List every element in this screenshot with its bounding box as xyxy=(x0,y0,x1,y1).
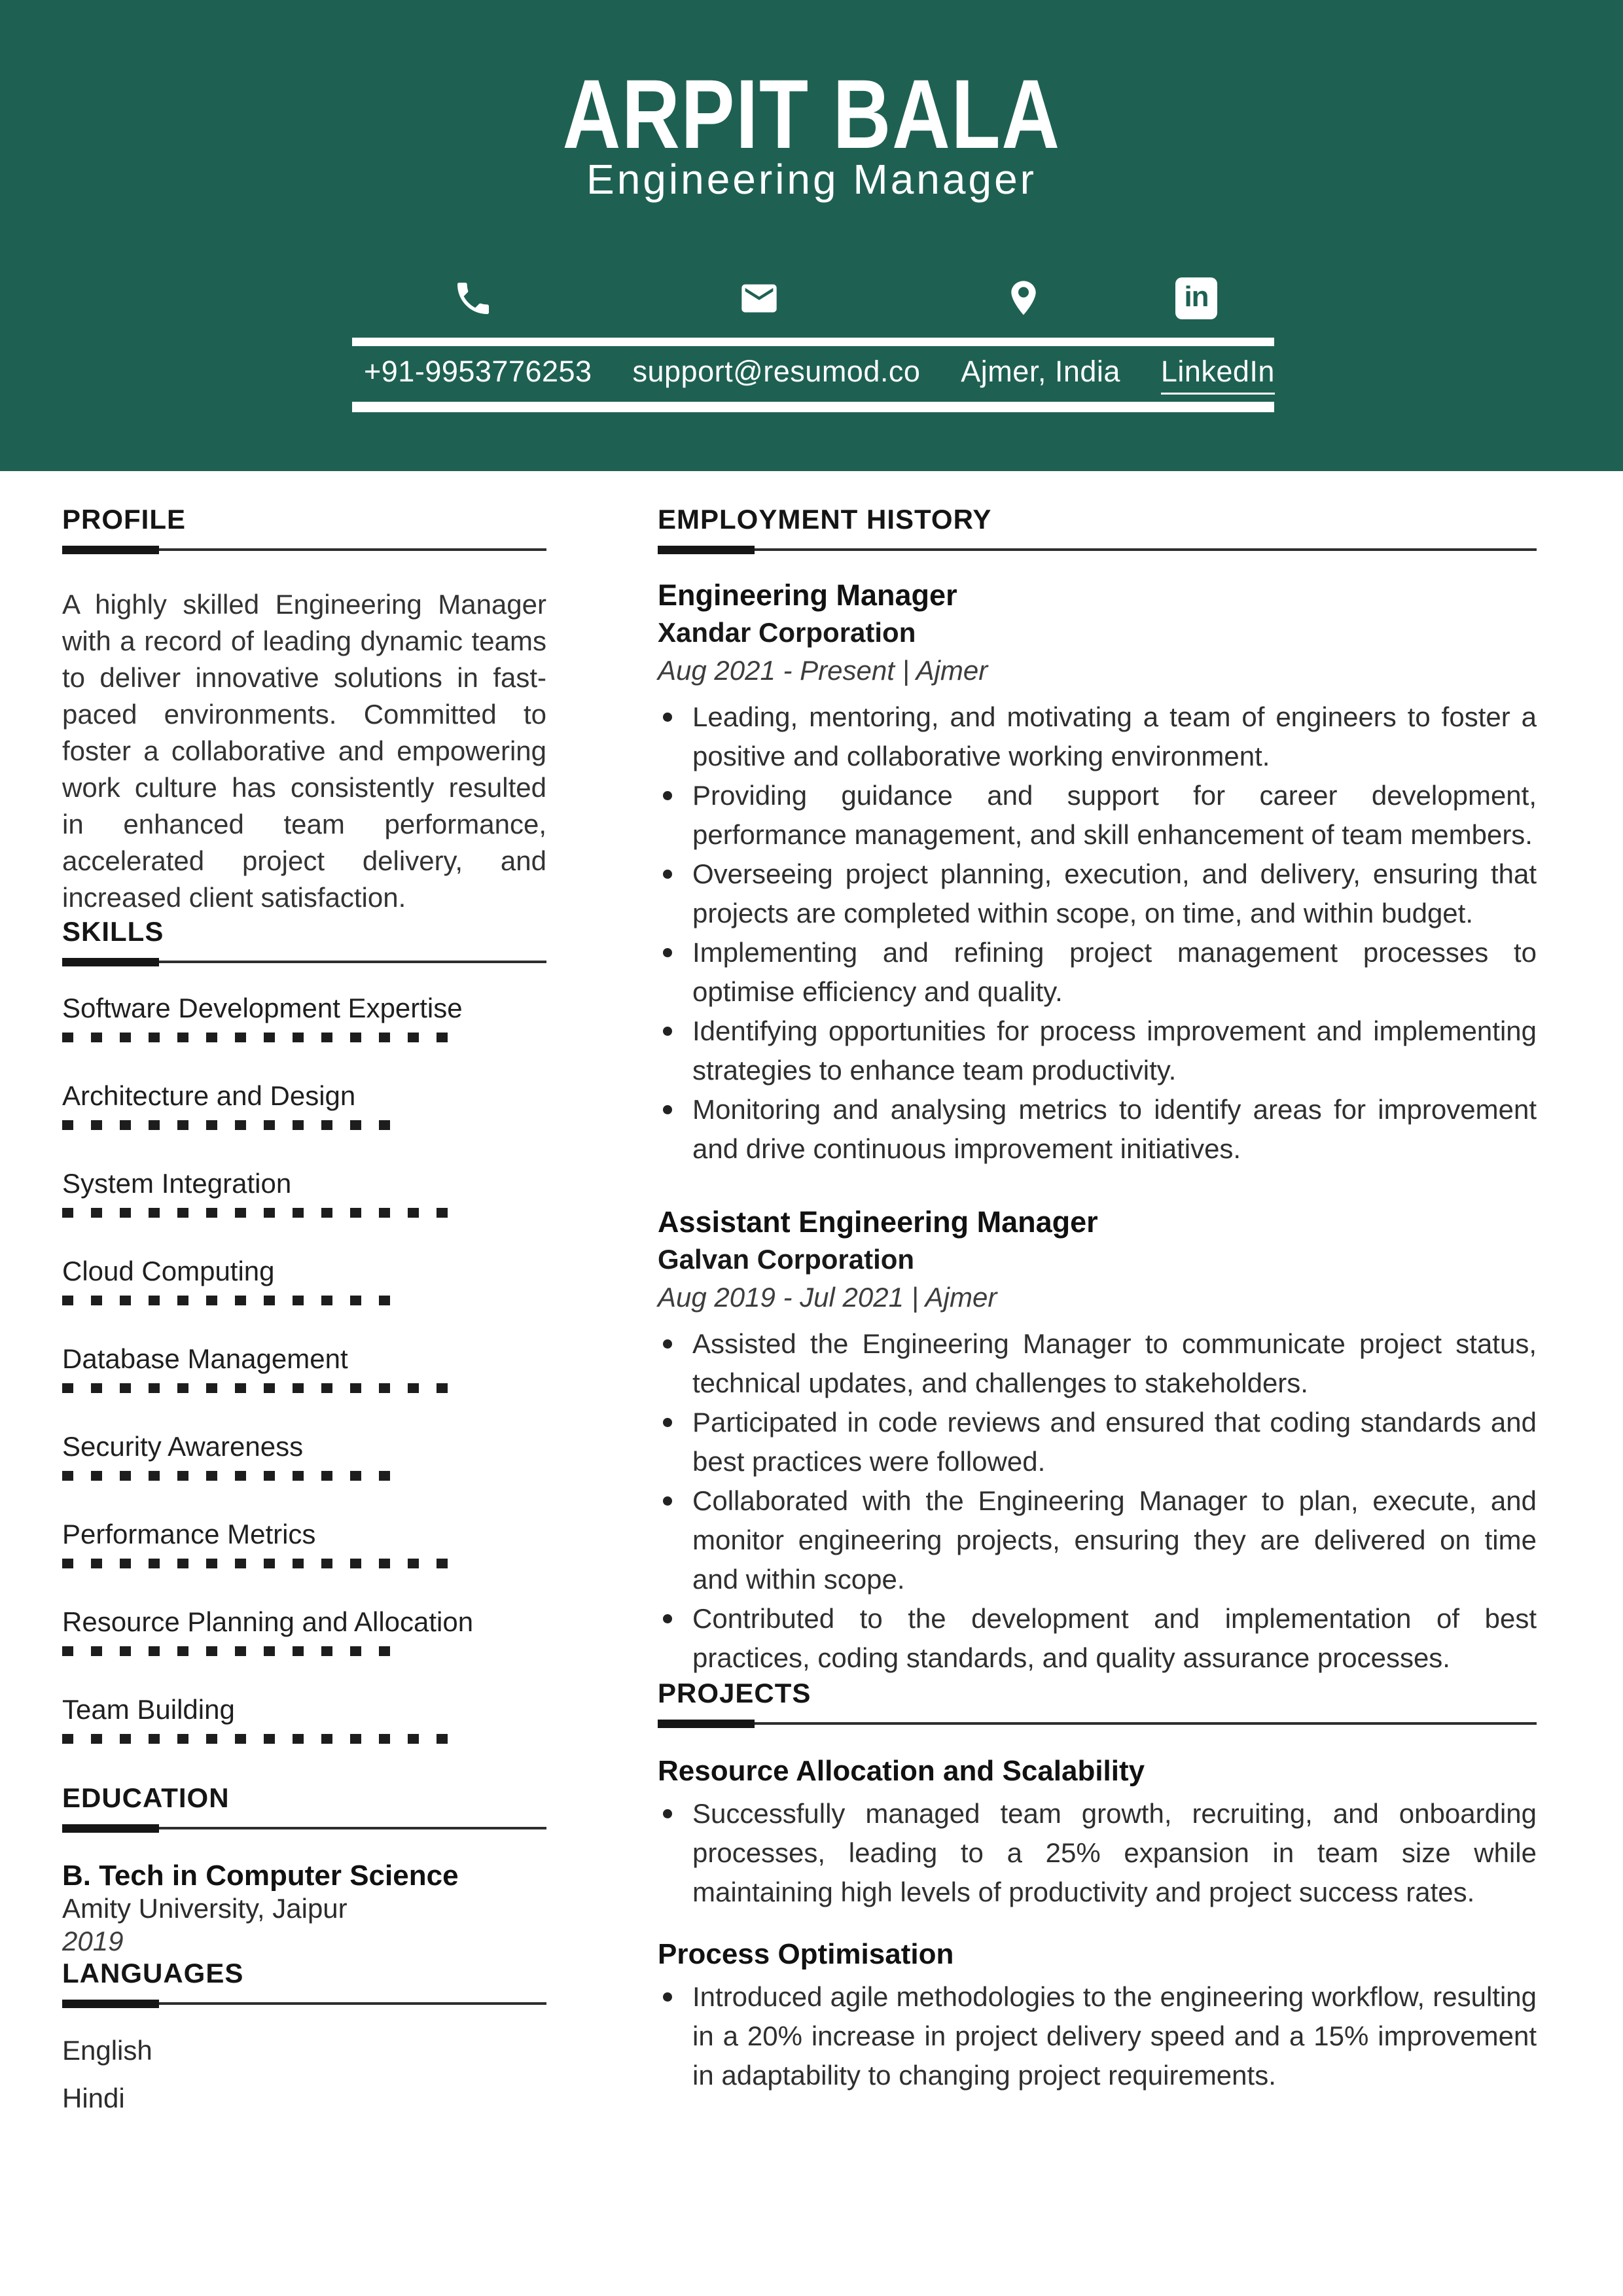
skill-name: Cloud Computing xyxy=(62,1256,275,1286)
skill-level-bar xyxy=(62,1120,546,1130)
skill-name: Database Management xyxy=(62,1343,348,1374)
skill-level-bar xyxy=(62,1646,546,1656)
job-bullet: Leading, mentoring, and motivating a team of engineers to foster a positive and collaborative working environment. xyxy=(658,698,1537,776)
contact-divider-top xyxy=(352,338,1274,346)
skill-item xyxy=(62,1256,546,1305)
header-banner xyxy=(0,0,1623,471)
section-rule xyxy=(658,1720,1537,1729)
education-degree: B. Tech in Computer Science xyxy=(62,1860,459,1892)
employment-heading: EMPLOYMENT HISTORY xyxy=(658,504,992,535)
education-heading: EDUCATION xyxy=(62,1782,230,1813)
job-title: Assistant Engineering Manager xyxy=(658,1205,1098,1239)
skill-name: Performance Metrics xyxy=(62,1519,316,1549)
skill-level-bar xyxy=(62,1471,546,1481)
languages-list xyxy=(62,2035,546,2114)
job-bullet: Contributed to the development and implementation of best practices, coding standards, and quality assurance processes. xyxy=(658,1599,1537,1678)
job-bullet: Overseeing project planning, execution, and delivery, ensuring that projects are completed within scope, on time, and within budget. xyxy=(658,855,1537,933)
skills-list xyxy=(62,993,546,1744)
project-bullet: Successfully managed team growth, recruiting, and onboarding processes, leading to a 25% expansion in team size while maintaining high levels of productivity and project success rates. xyxy=(658,1794,1537,1912)
skill-item xyxy=(62,1169,546,1218)
job-bullet-list xyxy=(658,698,1537,1169)
skill-level-bar xyxy=(62,1559,546,1568)
contact-linkedin-link[interactable]: LinkedIn xyxy=(1161,353,1275,395)
email-icon xyxy=(738,277,780,319)
location-icon xyxy=(1003,277,1044,319)
phone-icon xyxy=(452,277,494,319)
project-bullet-list xyxy=(658,1794,1537,1912)
candidate-name: ARPIT BALA xyxy=(562,59,1061,169)
job-dates-location: Aug 2019 - Jul 2021 | Ajmer xyxy=(658,1282,997,1313)
skill-name: Software Development Expertise xyxy=(62,993,463,1023)
education-school: Amity University, Jaipur xyxy=(62,1893,348,1924)
job-entry xyxy=(658,1205,1537,1678)
project-bullet-list xyxy=(658,1977,1537,2095)
contact-phone: +91-9953776253 xyxy=(364,355,592,388)
skill-name: System Integration xyxy=(62,1168,292,1199)
contact-row xyxy=(364,353,1275,395)
job-bullet: Participated in code reviews and ensured that coding standards and best practices were followed. xyxy=(658,1403,1537,1481)
contact-location: Ajmer, India xyxy=(961,355,1120,388)
project-bullet: Introduced agile methodologies to the engineering workflow, resulting in a 20% increase in project delivery speed and a 15% improvement in adaptability to changing project requirements. xyxy=(658,1977,1537,2095)
job-entry xyxy=(658,578,1537,1169)
contact-email: support@resumod.co xyxy=(632,355,921,388)
job-bullet: Monitoring and analysing metrics to identify areas for improvement and drive continuous improvement initiatives. xyxy=(658,1090,1537,1169)
job-bullet: Collaborated with the Engineering Manager to plan, execute, and monitor engineering projects, ensuring they are delivered on time and within scope. xyxy=(658,1481,1537,1599)
skill-item xyxy=(62,1081,546,1130)
project-title: Resource Allocation and Scalability xyxy=(658,1755,1145,1787)
project-title: Process Optimisation xyxy=(658,1938,954,1970)
job-bullet: Providing guidance and support for career development, performance management, and skill enhancement of team members. xyxy=(658,776,1537,855)
section-rule xyxy=(62,546,546,555)
job-bullet: Identifying opportunities for process improvement and implementing strategies to enhance team productivity. xyxy=(658,1012,1537,1090)
job-bullet: Implementing and refining project management processes to optimise efficiency and quality. xyxy=(658,933,1537,1012)
skill-item xyxy=(62,993,546,1042)
skill-name: Team Building xyxy=(62,1694,235,1725)
skill-level-bar xyxy=(62,1734,546,1744)
skill-name: Security Awareness xyxy=(62,1431,304,1462)
profile-text: A highly skilled Engineering Manager with a record of leading dynamic teams to deliver innovative solutions in fast-paced environments. Committed to foster a collaborative and empowering work culture has consistently resulted in enhanced team performance, accelerated project delivery, and increased client satisfaction. xyxy=(62,589,546,913)
skills-heading: SKILLS xyxy=(62,916,164,947)
linkedin-icon xyxy=(1175,277,1217,319)
job-dates-location: Aug 2021 - Present | Ajmer xyxy=(658,655,988,686)
section-rule xyxy=(62,2000,546,2009)
languages-heading: LANGUAGES xyxy=(62,1958,244,1988)
skill-name: Architecture and Design xyxy=(62,1080,356,1111)
project-entry xyxy=(658,1755,1537,1912)
left-column xyxy=(62,504,546,2130)
skill-level-bar xyxy=(62,1208,546,1218)
skill-name: Resource Planning and Allocation xyxy=(62,1606,474,1637)
linkedin-icon-glyph: in xyxy=(1184,281,1209,313)
skill-item xyxy=(62,1344,546,1393)
skill-item xyxy=(62,1695,546,1744)
language-item: English xyxy=(62,2035,152,2066)
language-item: Hindi xyxy=(62,2083,125,2113)
skill-item xyxy=(62,1432,546,1481)
right-column xyxy=(658,504,1537,2095)
skill-item xyxy=(62,1607,546,1656)
job-company: Galvan Corporation xyxy=(658,1244,915,1275)
contact-divider-bottom xyxy=(352,402,1274,412)
profile-heading: PROFILE xyxy=(62,504,187,535)
education-year: 2019 xyxy=(62,1926,124,1956)
projects-heading: PROJECTS xyxy=(658,1678,812,1708)
candidate-title: Engineering Manager xyxy=(586,156,1037,203)
job-bullet: Assisted the Engineering Manager to communicate project status, technical updates, and challenges to stakeholders. xyxy=(658,1324,1537,1403)
skill-level-bar xyxy=(62,1296,546,1305)
section-rule xyxy=(658,546,1537,555)
section-rule xyxy=(62,958,546,967)
job-company: Xandar Corporation xyxy=(658,617,916,648)
skill-level-bar xyxy=(62,1383,546,1393)
job-title: Engineering Manager xyxy=(658,578,957,612)
skill-level-bar xyxy=(62,1033,546,1042)
job-bullet-list xyxy=(658,1324,1537,1678)
skill-item xyxy=(62,1519,546,1568)
section-rule xyxy=(62,1824,546,1833)
project-entry xyxy=(658,1938,1537,2095)
